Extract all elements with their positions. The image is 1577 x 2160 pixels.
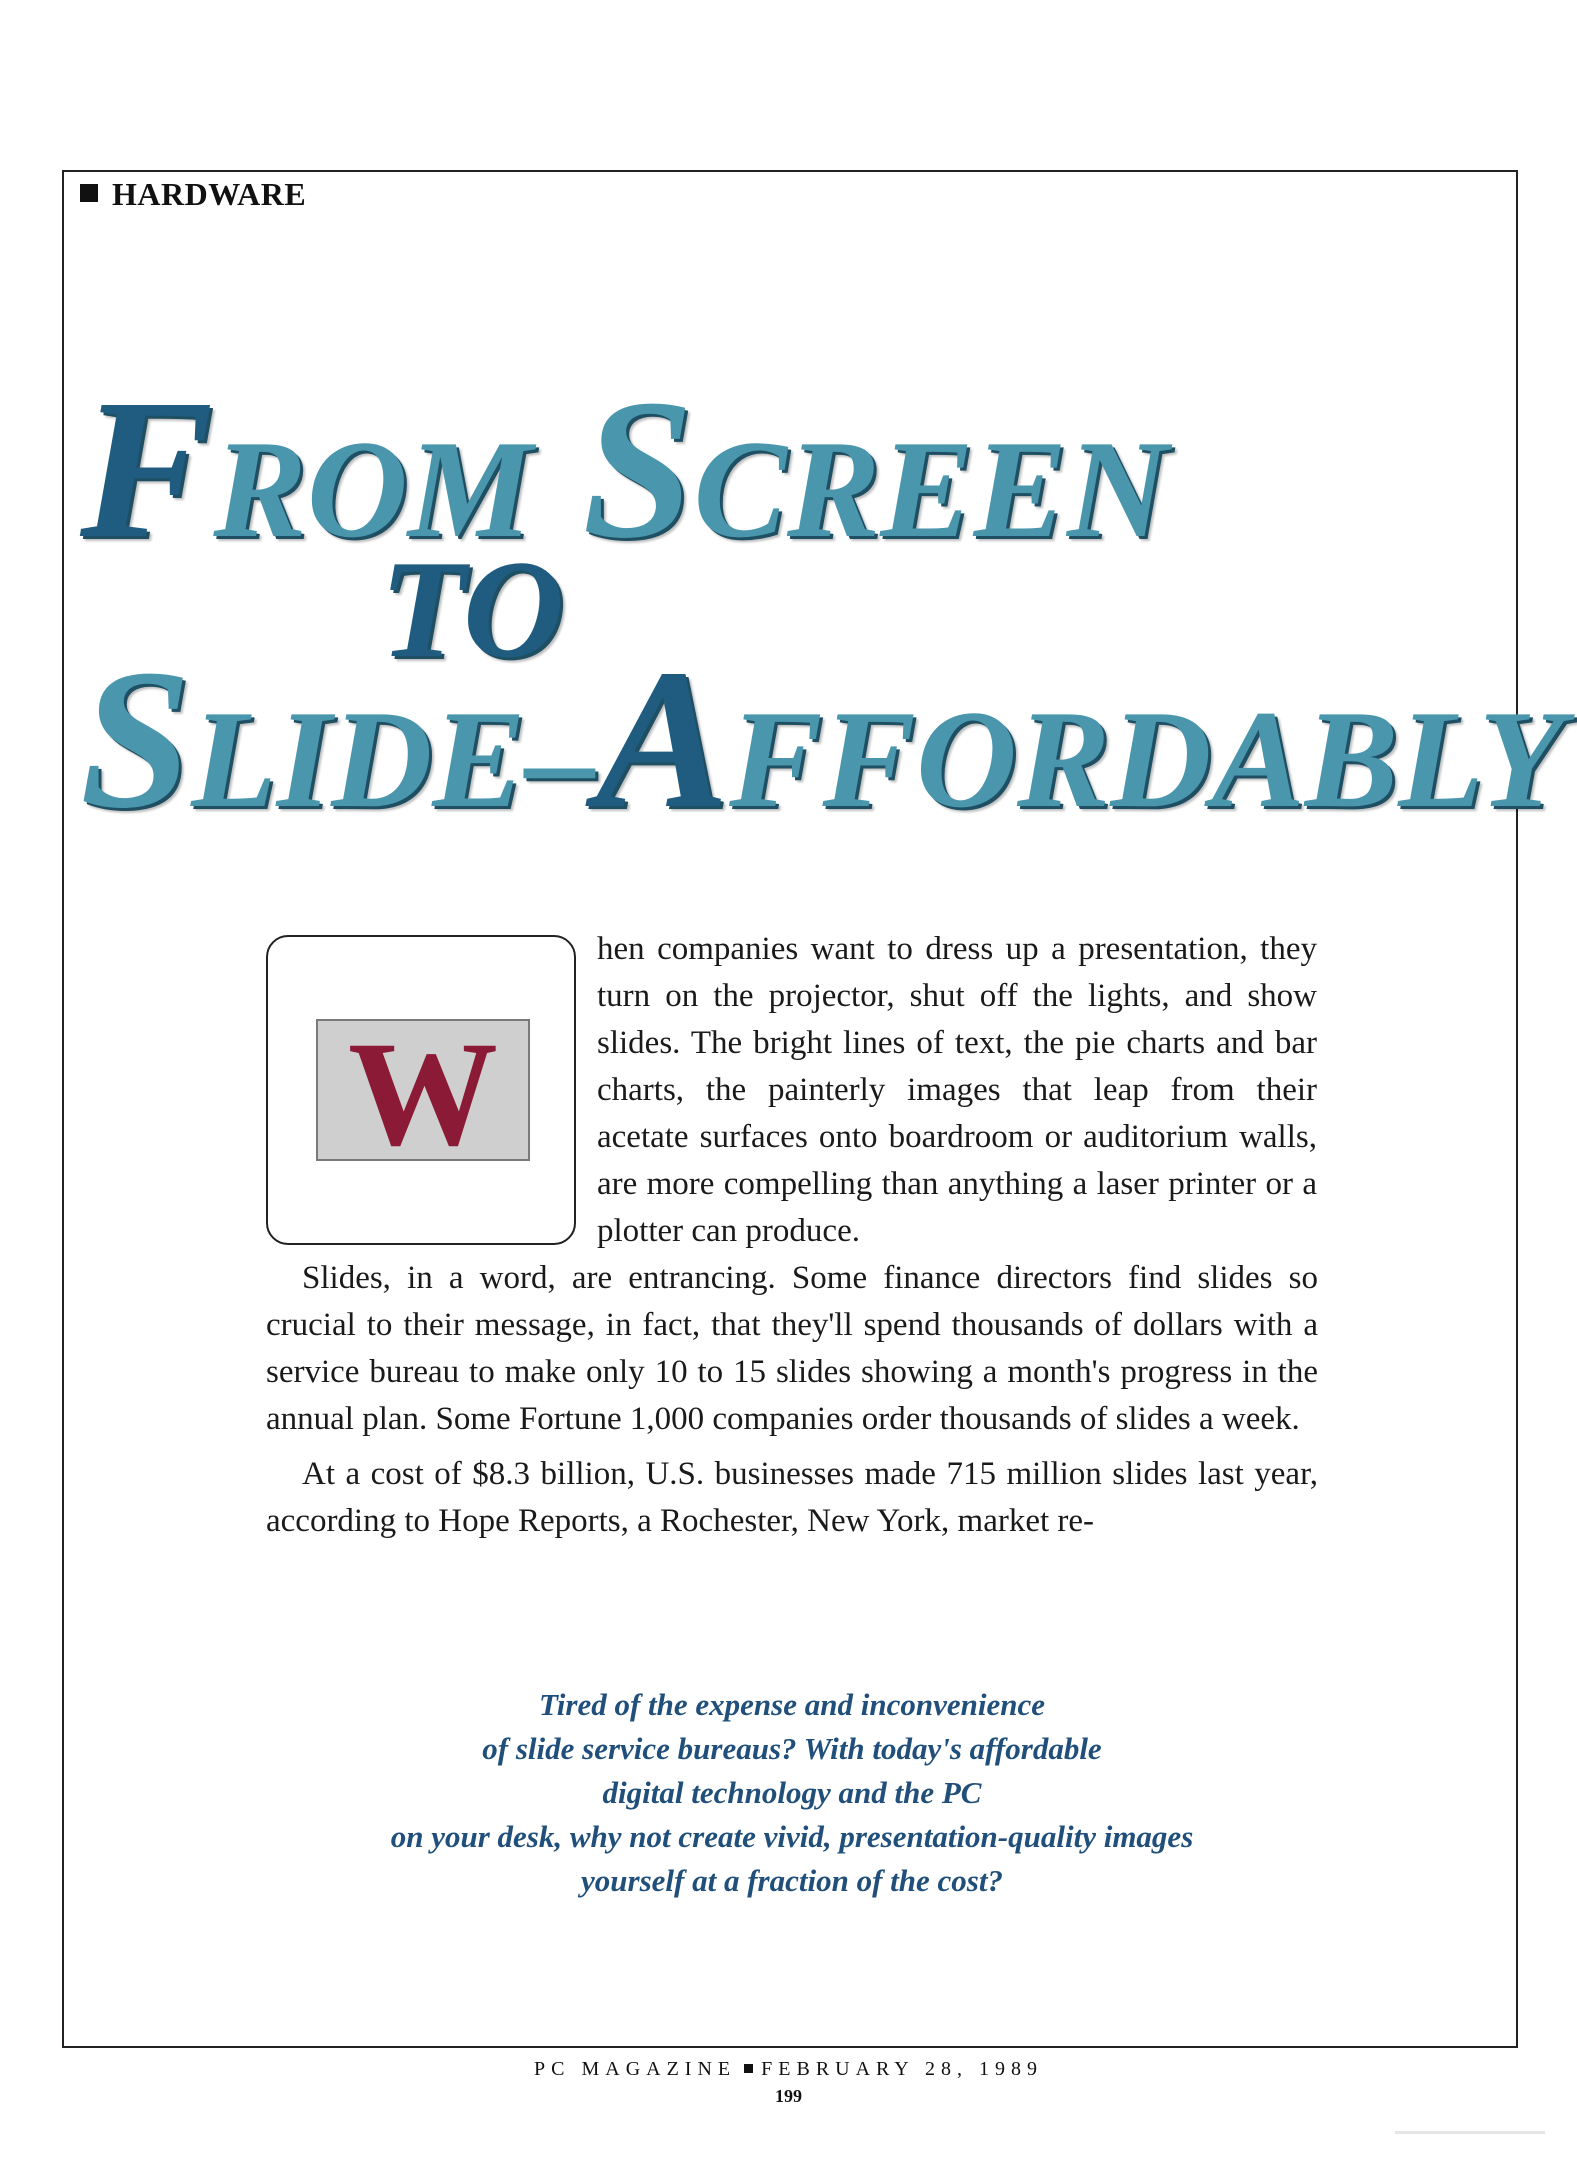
article-body [266,1255,1318,1545]
headline-initial-s2: S [80,629,192,850]
headline-initial-a: A [595,629,730,850]
article-deck [266,1683,1318,1903]
headline-initial-f: F [80,359,214,580]
deck-line: yourself at a fraction of the cost? [581,1863,1003,1898]
page-number: 199 [775,2086,802,2106]
deck-line: Tired of the expense and inconvenience [539,1687,1045,1722]
dropcap-slide-window [316,1011,530,1177]
article-paragraph-2: Slides, in a word, are entrancing. Some finance directors find slides so crucial to their message, in fact, that they'll spend thousands of dollars with a service bureau to make only 10 to 15 slides showing a month's progress in the annual plan. Some Fortune 1,000 companies order thousands of slides a week. [266,1260,1318,1437]
scan-artifact [1395,2131,1545,2134]
headline-line-3 [80,629,1565,850]
dropcap-letter: W [348,1011,498,1177]
page-footer [0,2058,1577,2081]
article-intro-paragraph: hen companies want to dress up a presentation, they turn on the projector, shut off the lights, and show slides. The bright lines of text, the pie charts and bar charts, the painterly images that leap from their acetate surfaces onto boardroom or auditorium walls, are more compelling than anything a laser printer or a plotter can produce. [597,931,1317,1249]
deck-line: on your desk, why not create vivid, presentation-quality images [390,1819,1194,1854]
deck-line: of slide service bureaus? With today's affordable [482,1731,1102,1766]
footer-date: FEBRUARY 28, 1989 [761,2058,1043,2080]
headline-dash: – [525,682,596,837]
footer-separator-icon [744,2064,753,2073]
headline-word-rom: ROM [213,412,533,567]
footer-publication: PC MAGAZINE [534,2058,737,2080]
deck-line: digital technology and the PC [602,1775,982,1810]
headline-initial-s: S [582,359,694,580]
article-headline [0,0,1577,850]
article-paragraph-3: At a cost of $8.3 billion, U.S. businesses made 715 million slides last year, according to Hope Reports, a Rochester, New York, market re- [266,1456,1318,1539]
dropcap-slide-frame [266,935,576,1245]
headline-word-ffordably: FFORDABLY [729,682,1565,837]
headline-word-lide: LIDE [191,682,526,837]
section-label-text: HARDWARE [112,176,307,212]
headline-word-creen: CREEN [693,412,1169,567]
headline-line-2: TO [380,532,565,687]
headline-line-1 [80,359,1169,580]
